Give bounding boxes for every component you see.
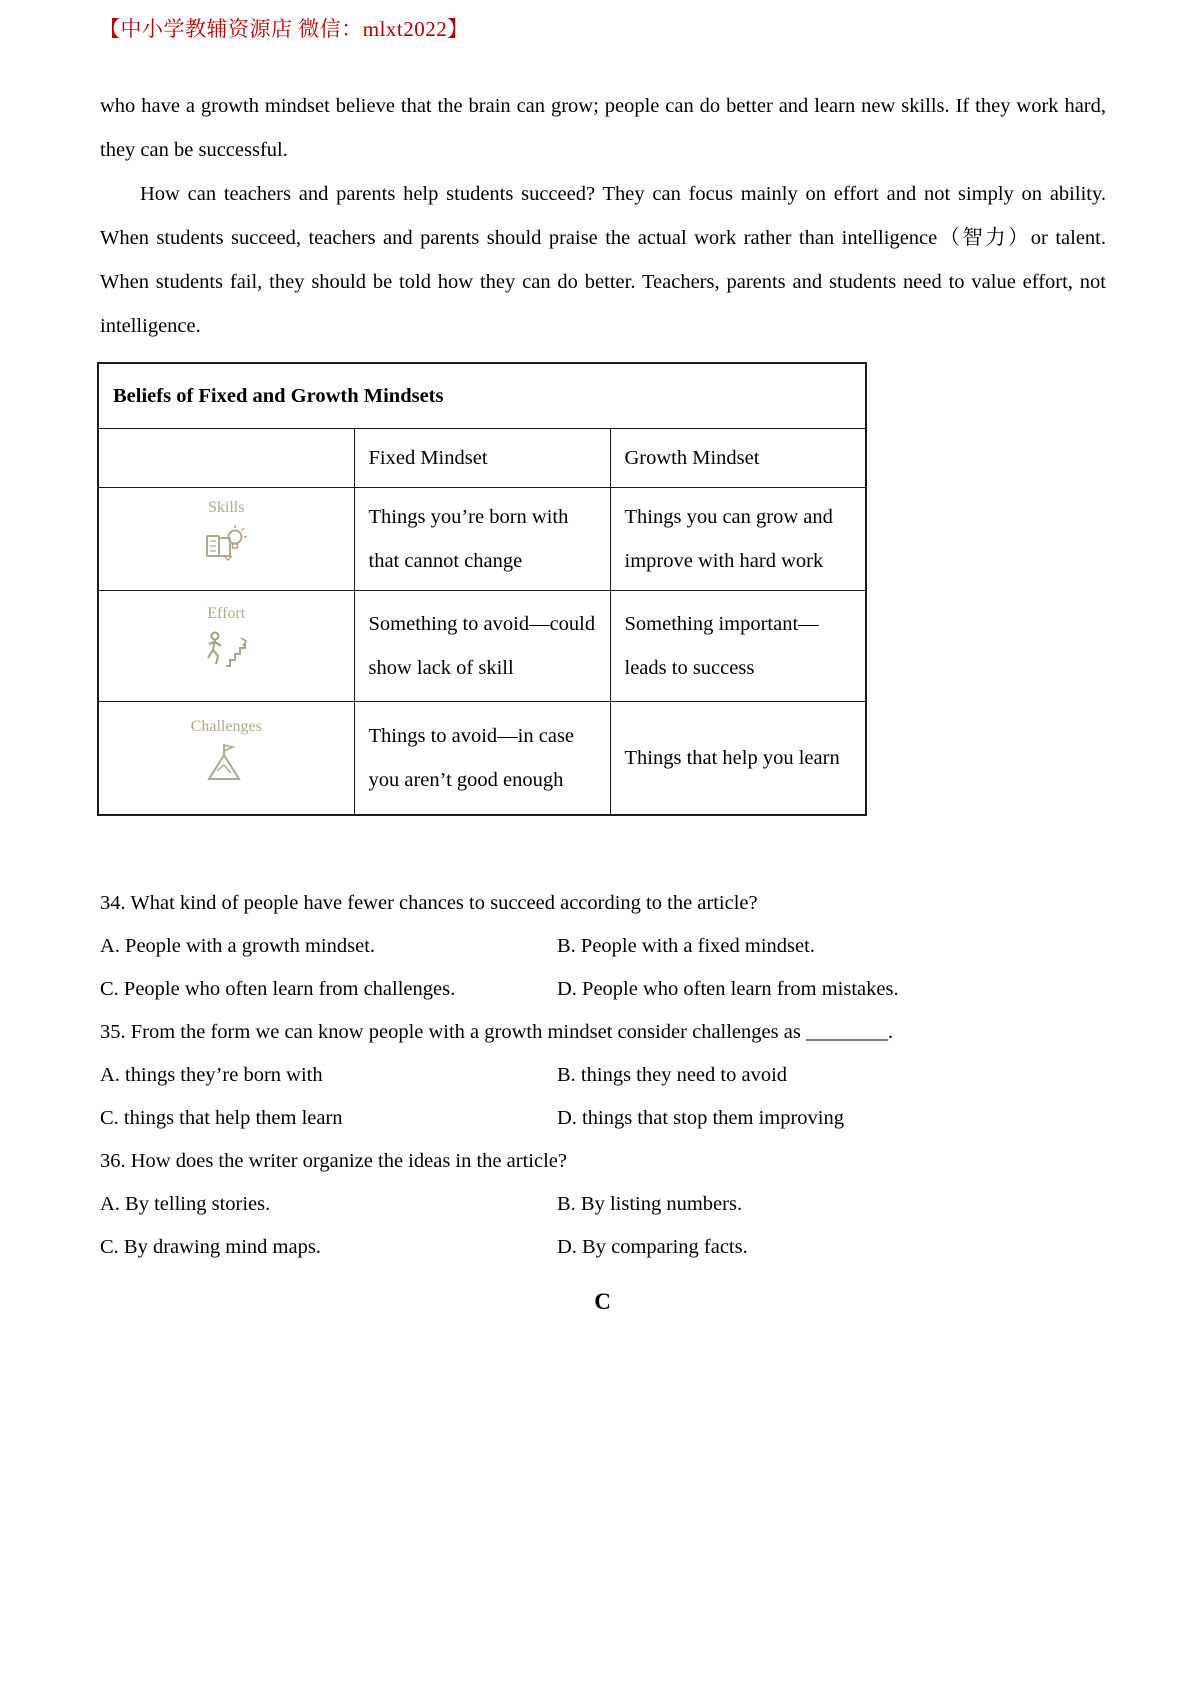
question-36-option-a: A. By telling stories. [100, 1193, 271, 1215]
section-marker-c: C [594, 1289, 612, 1314]
header-growth-mindset: Growth Mindset [610, 429, 866, 488]
table-title: Beliefs of Fixed and Growth Mindsets [98, 363, 866, 429]
header-fixed-mindset: Fixed Mindset [354, 429, 610, 488]
effort-growth-cell: Something important—leads to success [610, 591, 866, 702]
skills-fixed-cell: Things you’re born with that cannot change [354, 488, 610, 591]
question-36-option-b: B. By listing numbers. [557, 1193, 743, 1215]
question-34-options-row-1 [100, 925, 1106, 968]
mindset-comparison-table [97, 362, 867, 816]
question-35-option-d: D. things that stop them improving [557, 1107, 844, 1129]
question-36-option-d: D. By comparing facts. [557, 1236, 748, 1258]
challenges-growth-cell: Things that help you learn [610, 702, 866, 816]
question-34-option-b: B. People with a fixed mindset. [557, 935, 815, 957]
challenges-icon-cell [98, 702, 354, 816]
skills-label: Skills [208, 499, 245, 516]
question-36-option-c: C. By drawing mind maps. [100, 1236, 321, 1258]
effort-fixed-cell: Something to avoid—could show lack of skill [354, 591, 610, 702]
question-35-options-row-2 [100, 1097, 1106, 1140]
questions-section [100, 882, 1106, 1269]
question-34-options-row-2 [100, 968, 1106, 1011]
article-paragraph-2: How can teachers and parents help students succeed? They can focus mainly on effort and not simply on ability. When students succeed, teachers and parents should praise the actual work rather than intelligence（智力）or talent. When students fail, they should be told how they can do better. Teachers, parents and students need to value effort, not intelligence. [100, 183, 1106, 337]
question-36-options-row-2 [100, 1226, 1106, 1269]
question-35-options-row-1 [100, 1054, 1106, 1097]
challenges-label: Challenges [190, 718, 262, 735]
book-lightbulb-icon [202, 522, 250, 580]
question-35: 35. From the form we can know people with a growth mindset consider challenges as ________. [100, 1021, 894, 1043]
question-36-options-row-1 [100, 1183, 1106, 1226]
question-36: 36. How does the writer organize the ideas in the article? [100, 1150, 567, 1172]
effort-icon-cell [98, 591, 354, 702]
table-title-row [98, 363, 866, 429]
watermark-header: 【中小学教辅资源店 微信：mlxt2022】 [99, 17, 469, 41]
question-34-option-c: C. People who often learn from challenges. [100, 978, 456, 1000]
mountain-flag-icon [203, 741, 249, 799]
skills-icon-cell [98, 488, 354, 591]
header-empty-cell [98, 429, 354, 488]
runner-stairs-icon [202, 628, 250, 688]
skills-growth-cell: Things you can grow and improve with hard work [610, 488, 866, 591]
question-34: 34. What kind of people have fewer chances to succeed according to the article? [100, 892, 758, 914]
table-header-row [98, 429, 866, 488]
article-paragraph-1: who have a growth mindset believe that the brain can grow; people can do better and learn new skills. If they work hard, they can be successful. [100, 95, 1106, 161]
question-35-option-c: C. things that help them learn [100, 1107, 343, 1129]
effort-label: Effort [207, 605, 246, 622]
challenges-fixed-cell: Things to avoid—in case you aren’t good enough [354, 702, 610, 816]
question-34-option-d: D. People who often learn from mistakes. [557, 978, 899, 1000]
question-35-option-b: B. things they need to avoid [557, 1064, 788, 1086]
question-34-option-a: A. People with a growth mindset. [100, 935, 376, 957]
table-row-skills [98, 488, 866, 591]
table-row-challenges [98, 702, 866, 816]
table-row-effort [98, 591, 866, 702]
question-35-option-a: A. things they’re born with [100, 1064, 323, 1086]
